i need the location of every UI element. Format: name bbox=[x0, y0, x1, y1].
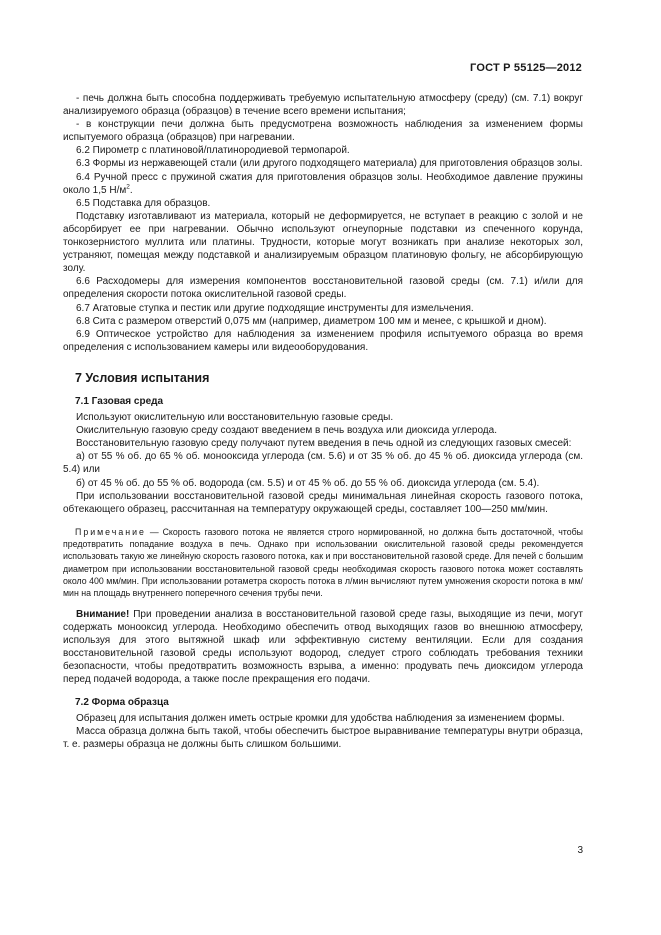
paragraph: 6.8 Сита с размером отверстий 0,075 мм (например, диаметром 100 мм и менее, с крышкой и дном). bbox=[76, 315, 547, 327]
paragraph: 6.5 Подставка для образцов. bbox=[76, 197, 211, 209]
section-title: 7 Условия испытания bbox=[75, 370, 210, 385]
paragraph: Восстановительную газовую среду получают путем введения в печь одной из следующих газовых смесей: bbox=[76, 438, 572, 450]
paragraph: - печь должна быть способна поддерживать требуемую испытательную атмосферу (среду) (см. 7.1) вокруг анализируемого образца (образцов) в течение всего времени испытания; bbox=[63, 93, 583, 118]
paragraph: Образец для испытания должен иметь острые кромки для удобства наблюдения за изменением формы. bbox=[76, 713, 565, 725]
paragraph: 6.6 Расходомеры для измерения компонентов восстановительной газовой среды (см. 7.1) и/или для определения скорости потока окислительной газовой среды. bbox=[63, 276, 583, 301]
paragraph: При использовании восстановительной газовой среды минимальная линейная скорость газового потока, обтекающего образец, рассчитанная на температуру окружающей среды, составляет 100—250 мм/мин. bbox=[63, 490, 583, 515]
press-superscript: 2 bbox=[126, 183, 130, 191]
paragraph: 6.9 Оптическое устройство для наблюдения за изменением профиля испытуемого образца во время определения с использованием камеры или видеооборудования. bbox=[63, 328, 583, 353]
warning-text: При проведении анализа в восстановительной газовой среде газы, выходящие из печи, могут содержать монооксид углерода. Необходимо обеспечить отвод выходящих газов во внешнюю атмосферу, используя для этого вытяжной шкаф или эффективную систему вентиляции. Если для создания восстановительной газовой среды используют водород, следует строго соблюдать требования техники безопасности, чтобы предотвратить возможность взрыва, а именно: продувать печь диоксидом углерода перед подачей водорода, а также после прекращения его подачи. bbox=[63, 608, 583, 686]
note-text: — Скорость газового потока не является строго нормированной, но должна быть достаточной, чтобы предотвратить попадание воздуха в печь. Однако при использовании окислительной газовой среды рекомендуется использовать такую же линейную скорость газового потока, как и при восстановительной газовой среде. Для печей с большим диаметром при использовании восстановительной газовой среды необходимая скорость газового потока может составлять около 400 мм/мин. При использовании ротаметра скорость потока в л/мин вычисляют путем умножения скорости потока в мм/мин на площадь внутреннего поперечного сечения трубы печи. bbox=[63, 526, 583, 599]
paragraph-press bbox=[63, 171, 583, 197]
paragraph: 6.3 Формы из нержавеющей стали (или другого подходящего материала) для приготовления образцов золы. bbox=[76, 158, 583, 170]
paragraph: Используют окислительную или восстановительную газовые среды. bbox=[76, 412, 394, 424]
press-text: 6.4 Ручной пресс с пружиной сжатия для приготовления образцов золы. Необходимое давление пружины около 1,5 Н/м bbox=[63, 171, 583, 196]
note-label: Примечание bbox=[75, 526, 146, 537]
page-number: 3 bbox=[577, 845, 583, 856]
paragraph: а) от 55 % об. до 65 % об. монооксида углерода (см. 5.6) и от 35 % об. до 45 % об. диоксида углерода (см. 5.4) или bbox=[63, 451, 583, 476]
subsection-title: 7.2 Форма образца bbox=[75, 697, 169, 709]
paragraph: 6.7 Агатовые ступка и пестик или другие подходящие инструменты для измельчения. bbox=[76, 302, 474, 314]
document-body bbox=[63, 92, 583, 752]
warning bbox=[63, 608, 583, 687]
warning-label: Внимание! bbox=[76, 608, 130, 620]
document-header: ГОСТ Р 55125—2012 bbox=[470, 62, 582, 74]
paragraph: Подставку изготавливают из материала, который не деформируется, не вступает в реакцию с золой и не абсорбирует ее при нагревании. Обычно используют огнеупорные подставки из спеченного корунда, тонкозернистого муллита или платины. Трудности, которые могут возникать при анализе некоторых зол, устраняют, помещая между подставкой и анализируемым образцом платиновую фольгу, не абсорбирующую золу. bbox=[63, 210, 583, 275]
paragraph: Окислительную газовую среду создают введением в печь воздуха или диоксида углерода. bbox=[76, 425, 497, 437]
paragraph: - в конструкции печи должна быть предусмотрена возможность наблюдения за изменением формы испытуемого образца (образцов) при нагревании. bbox=[63, 119, 583, 144]
paragraph: Масса образца должна быть такой, чтобы обеспечить быстрое выравнивание температуры внутри образца, т. е. размеры образца не должны быть слишком большими. bbox=[63, 726, 583, 751]
press-end: . bbox=[129, 184, 133, 196]
note bbox=[63, 526, 583, 600]
paragraph: б) от 45 % об. до 55 % об. водорода (см. 5.5) и от 45 % об. до 55 % об. диоксида углерода (см. 5.4). bbox=[76, 477, 540, 489]
subsection-title: 7.1 Газовая среда bbox=[75, 395, 164, 407]
paragraph: 6.2 Пирометр с платиновой/платинородиевой термопарой. bbox=[76, 145, 350, 157]
